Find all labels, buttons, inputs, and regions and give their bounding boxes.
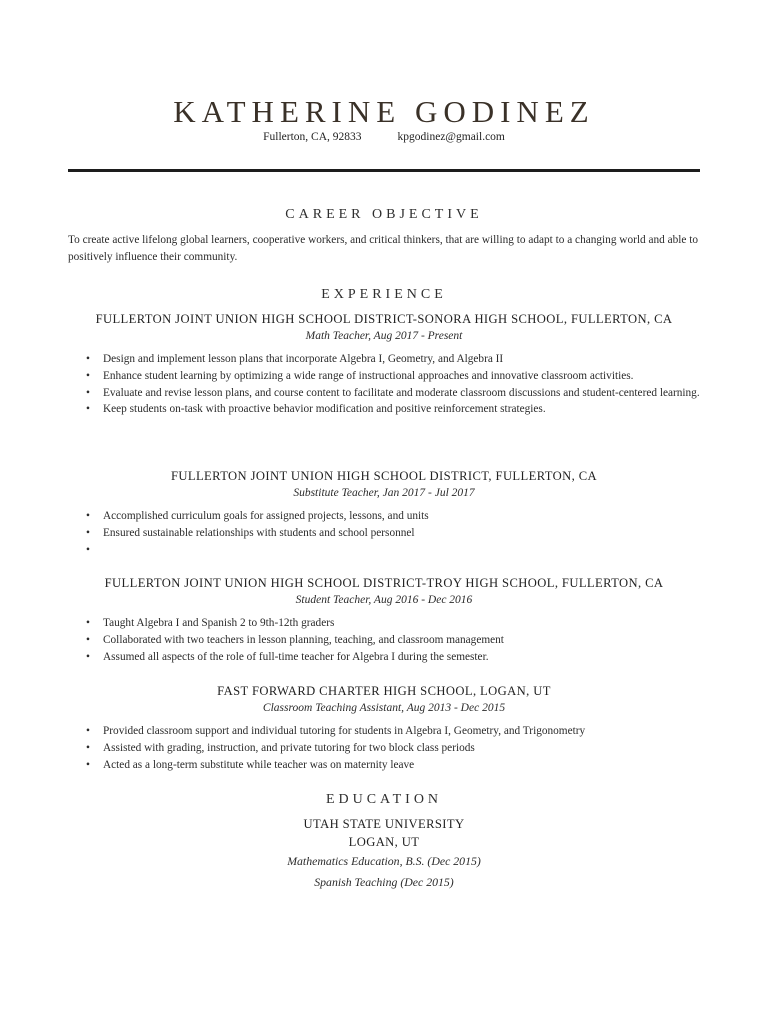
bullet-item: • Ensured sustainable relationships with students and school personnel (86, 526, 415, 539)
degree-text: Mathematics Education, B.S. (Dec 2015) (287, 854, 481, 868)
school-location: LOGAN, UT (348, 835, 420, 849)
bullet-item: • Design and implement lesson plans that incorporate Algebra I, Geometry, and Algebra II (86, 353, 504, 365)
candidate-name: KATHERINE GODINEZ (173, 94, 595, 129)
employer-name: FULLERTON JOINT UNION HIGH SCHOOL DISTRICT-SONORA HIGH SCHOOL, FULLERTON, CA (95, 312, 673, 326)
bullet-item: • Assumed all aspects of the role of full-time teacher for Algebra I during the semester. (86, 650, 489, 663)
location-text: Fullerton, CA, 92833 (263, 131, 362, 143)
job-entry (68, 311, 700, 418)
bullet-text: Keep students on-task with proactive behavior modification and positive reinforcement strategies. (103, 403, 546, 416)
bullet-text: Acted as a long-term substitute while teacher was on maternity leave (103, 758, 415, 771)
header-divider (68, 169, 700, 172)
job-bullets (68, 508, 700, 558)
employer-name: FAST FORWARD CHARTER HIGH SCHOOL, LOGAN, UT (217, 684, 551, 698)
bullet-text: Provided classroom support and individual tutoring for students in Algebra I, Geometry, and Trigonometry (103, 725, 586, 737)
job-entry (68, 575, 700, 665)
job-role: Student Teacher, Aug 2016 - Dec 2016 (295, 594, 473, 606)
employer-name: FULLERTON JOINT UNION HIGH SCHOOL DISTRICT-TROY HIGH SCHOOL, FULLERTON, CA (104, 576, 664, 590)
employer-name: FULLERTON JOINT UNION HIGH SCHOOL DISTRICT, FULLERTON, CA (170, 469, 598, 483)
bullet-item: • Accomplished curriculum goals for assigned projects, lessons, and units (86, 510, 429, 522)
job-bullets (68, 615, 700, 665)
career-objective-text: To create active lifelong global learners, cooperative workers, and critical thinkers, that are willing to adapt to a changing world and able to positively influence their community. (68, 234, 699, 263)
bullet-text: Assisted with grading, instruction, and private tutoring for two block class periods (103, 741, 475, 754)
bullet-text: Evaluate and revise lesson plans, and course content to facilitate and moderate classroom discussions and student-centered learning. (103, 386, 700, 399)
job-bullets (68, 351, 700, 418)
contact-line (0, 131, 768, 143)
job-role: Math Teacher, Aug 2017 - Present (305, 330, 463, 342)
bullet-item: • Keep students on-task with proactive behavior modification and positive reinforcement strategies. (86, 403, 546, 416)
job-role: Substitute Teacher, Jan 2017 - Jul 2017 (293, 487, 475, 499)
career-objective-heading: CAREER OBJECTIVE (285, 207, 483, 222)
bullet-text: Collaborated with two teachers in lesson planning, teaching, and classroom management (103, 633, 504, 646)
school-name: UTAH STATE UNIVERSITY (303, 817, 465, 831)
bullet-item: • Assisted with grading, instruction, and private tutoring for two block class periods (86, 741, 475, 754)
job-entry (68, 468, 700, 558)
bullet-item: • Collaborated with two teachers in lesson planning, teaching, and classroom management (86, 633, 504, 646)
bullet-item: • Taught Algebra I and Spanish 2 to 9th-12th graders (86, 617, 335, 629)
experience-heading: EXPERIENCE (321, 287, 447, 302)
bullet-item: • Acted as a long-term substitute while teacher was on maternity leave (86, 758, 415, 771)
job-entry (68, 683, 700, 773)
bullet-text: Ensured sustainable relationships with students and school personnel (103, 526, 415, 539)
bullet-text: Enhance student learning by optimizing a wide range of instructional approaches and innovative classroom activities. (103, 369, 634, 382)
email-text: kpgodinez@gmail.com (397, 131, 505, 143)
bullet-item: • Provided classroom support and individual tutoring for students in Algebra I, Geometry, and Trigonometry (86, 725, 586, 737)
bullet-text: Accomplished curriculum goals for assigned projects, lessons, and units (103, 510, 429, 522)
job-bullets (68, 723, 700, 773)
bullet-item: • (86, 543, 90, 556)
education-heading: EDUCATION (325, 792, 443, 807)
bullet-text: Assumed all aspects of the role of full-time teacher for Algebra I during the semester. (103, 650, 489, 663)
bullet-text: Taught Algebra I and Spanish 2 to 9th-12th graders (103, 617, 335, 629)
education-entry (0, 815, 768, 893)
bullet-item: • Evaluate and revise lesson plans, and course content to facilitate and moderate classroom discussions and student-centered learning. (86, 386, 700, 399)
bullet-text: Design and implement lesson plans that incorporate Algebra I, Geometry, and Algebra II (103, 353, 504, 365)
job-role: Classroom Teaching Assistant, Aug 2013 - Dec 2015 (262, 702, 506, 714)
bullet-item: • Enhance student learning by optimizing a wide range of instructional approaches and innovative classroom activities. (86, 369, 634, 382)
minor-text: Spanish Teaching (Dec 2015) (314, 875, 454, 889)
